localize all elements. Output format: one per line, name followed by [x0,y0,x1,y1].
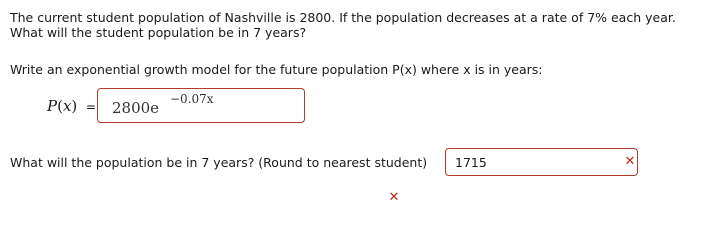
function-label: P(x) [47,97,78,115]
x-mark-icon: ✕ [624,154,636,169]
x-mark-icon: ✕ [388,190,400,205]
population-answer-value: 1715 [455,155,487,170]
population-prompt: What will the population be in 7 years? (Round to nearest student) [10,155,428,170]
model-prompt: Write an exponential growth model for the future population P(x) where x is in years: [10,62,543,77]
function-variable: x [62,97,72,115]
question-text-line-2: What will the student population be in 7 years? [10,25,307,40]
question-text-line-1: The current student population of Nashville is 2800. If the population decreases at a rate of 7% each year. [10,10,676,25]
formula-base-text: 2800e [112,99,160,117]
formula-exponent-text: −0.07x [170,92,214,106]
equals-sign: = [86,100,97,114]
function-name: P [47,97,58,115]
population-answer-input[interactable] [445,148,638,176]
